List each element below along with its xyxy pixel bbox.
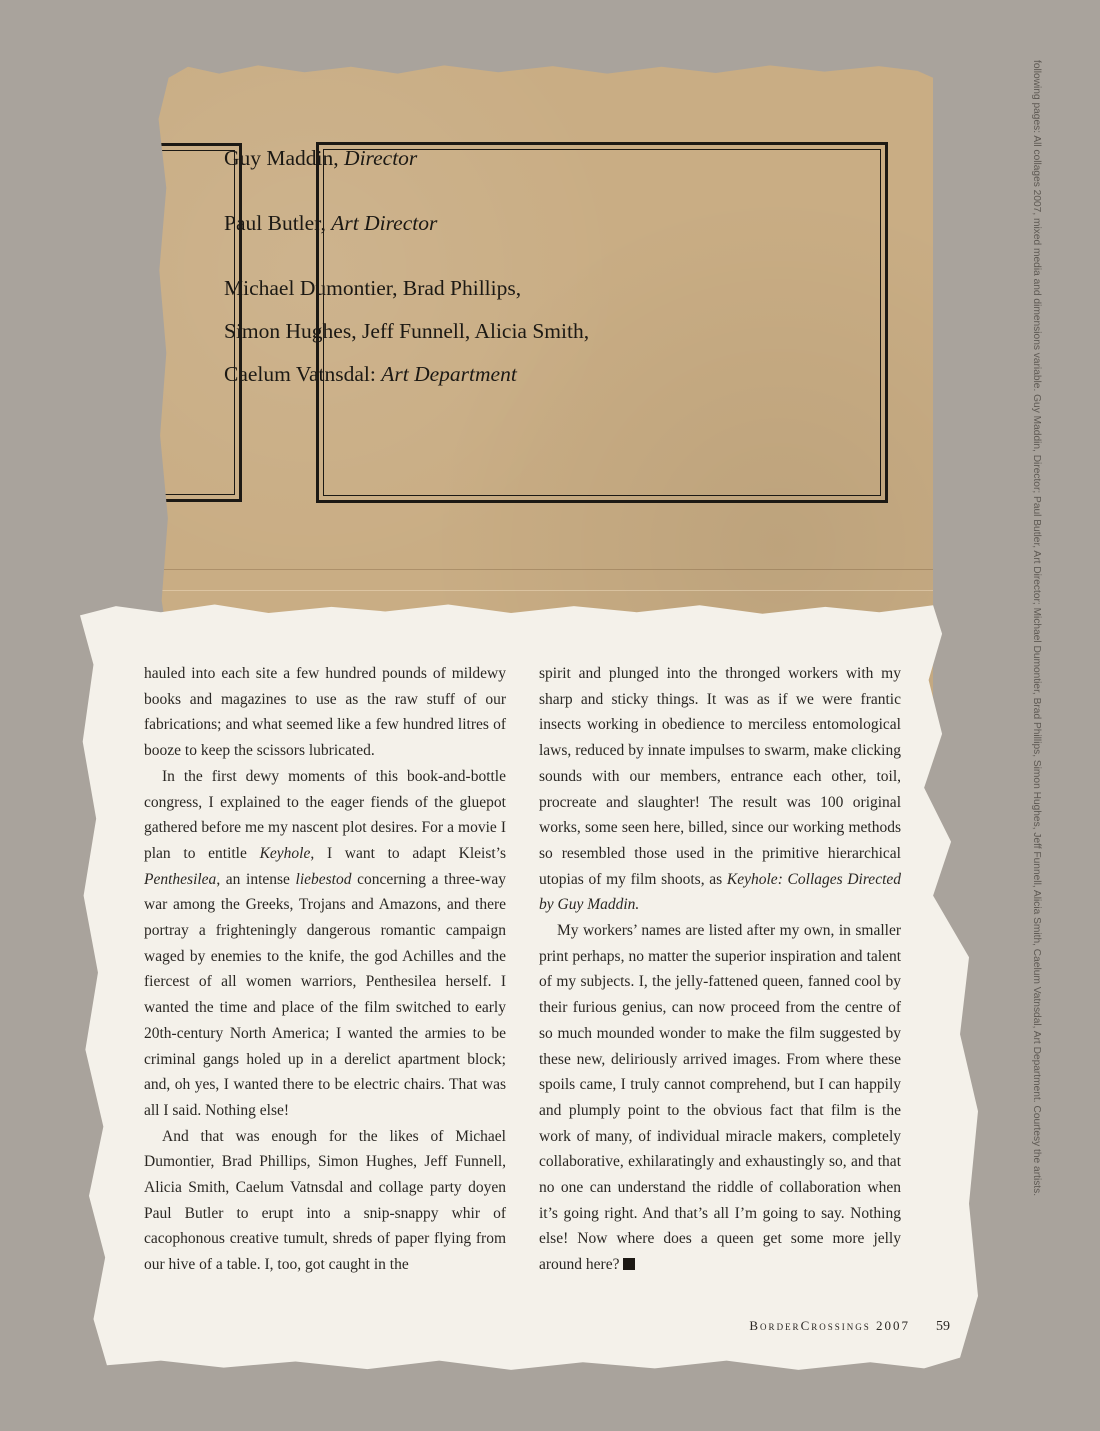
article-paragraph: hauled into each site a few hundred pounds of mildewy books and magazines to use as the raw stuff of our fabrications; and what seemed like a few hundred litres of booze to keep the scissors lubricated.: [144, 665, 506, 760]
page-number: 59: [936, 1319, 950, 1334]
credits-block: [224, 137, 704, 396]
credit-art-department-line-2: Simon Hughes, Jeff Funnell, Alicia Smith,: [224, 319, 590, 343]
credit-art-department-line-1: Michael Dumontier, Brad Phillips,: [224, 276, 522, 300]
article-paragraph: And that was enough for the likes of Michael Dumontier, Brad Phillips, Simon Hughes, Jeff Funnell, Alicia Smith, Caelum Vatnsdal and collage party doyen Paul Butler to erupt into a snip-snappy whir of cacophonous creative tumult, shreds of paper flying from our hive of a table. I, too, got caught in the: [144, 1127, 506, 1274]
page-footer: [600, 1318, 950, 1335]
end-mark-icon: [623, 1258, 635, 1270]
credit-art-director: Paul Butler, Art Director: [224, 211, 438, 235]
article-paragraph: In the first dewy moments of this book-and-bottle congress, I explained to the eager fiends of the gluepot gathered before me my nascent plot desires. For a movie I plan to entitle Keyhole, I want to adapt Kleist’s Penthesilea, an intense liebestod concerning a three-way war among the Greeks, Trojans and Amazons, and there portray a frighteningly dangerous romantic campaign waged by enemies to the knife, the god Achilles and the fiercest of all women warriors, Penthesilea herself. I wanted the time and place of the film switched to early 20th-century North America; I wanted the armies to be criminal gangs holed up in a derelict apartment block; and, oh yes, I wanted there to be electric chairs. That was all I said. Nothing else!: [144, 767, 507, 1119]
paper-fold-line: [157, 569, 933, 591]
article-paragraph: My workers’ names are listed after my own, in smaller print perhaps, no matter the superior inspiration and talent of my subjects. I, the jelly-fattened queen, fanned cool by their furious genius, can now proceed from the centre of so much mounded wonder to make the film suggested by these new, deliriously arrived images. From where these spoils came, I truly cannot comprehend, but I can happily and plumply point to the obvious fact that film is the work of many, of individual miracle makers, completely collaborative, exhilaratingly and exhaustingly so, and that no one can understand the riddle of collaboration when it’s going right. And that’s all I’m going to say. Nothing else! Now where does a queen get some more jelly around here?: [539, 922, 901, 1274]
article-column-right: [539, 661, 901, 1278]
credit-director: Guy Maddin, Director: [224, 146, 418, 170]
side-caption: following pages: All collages 2007, mixed media and dimensions variable. Guy Maddin, Director; Paul Butler, Art Director; Michael Dumontier, Brad Phillips, Simon Hughes, Jeff Funnell, Alicia Smith, Caelum Vatnsdal, Art Department. Courtesy the artists.: [1031, 60, 1042, 1197]
article-paragraph: spirit and plunged into the thronged workers with my sharp and sticky things. It was as if we were frantic insects working in obedience to merciless entomological laws, reduced by innate impulses to swarm, make clicking sounds with our members, entrance each other, toil, procreate and slaughter! The result was 100 original works, some seen here, billed, since our working methods so resembled those used in the primitive hierarchical utopias of my film shoots, as Keyhole: Collages Directed by Guy Maddin.: [539, 665, 902, 914]
credit-art-department-line-3: Caelum Vatnsdal: Art Department: [224, 362, 517, 386]
article-column-left: [144, 661, 506, 1278]
publication-name: BorderCrossings 2007: [749, 1318, 910, 1333]
